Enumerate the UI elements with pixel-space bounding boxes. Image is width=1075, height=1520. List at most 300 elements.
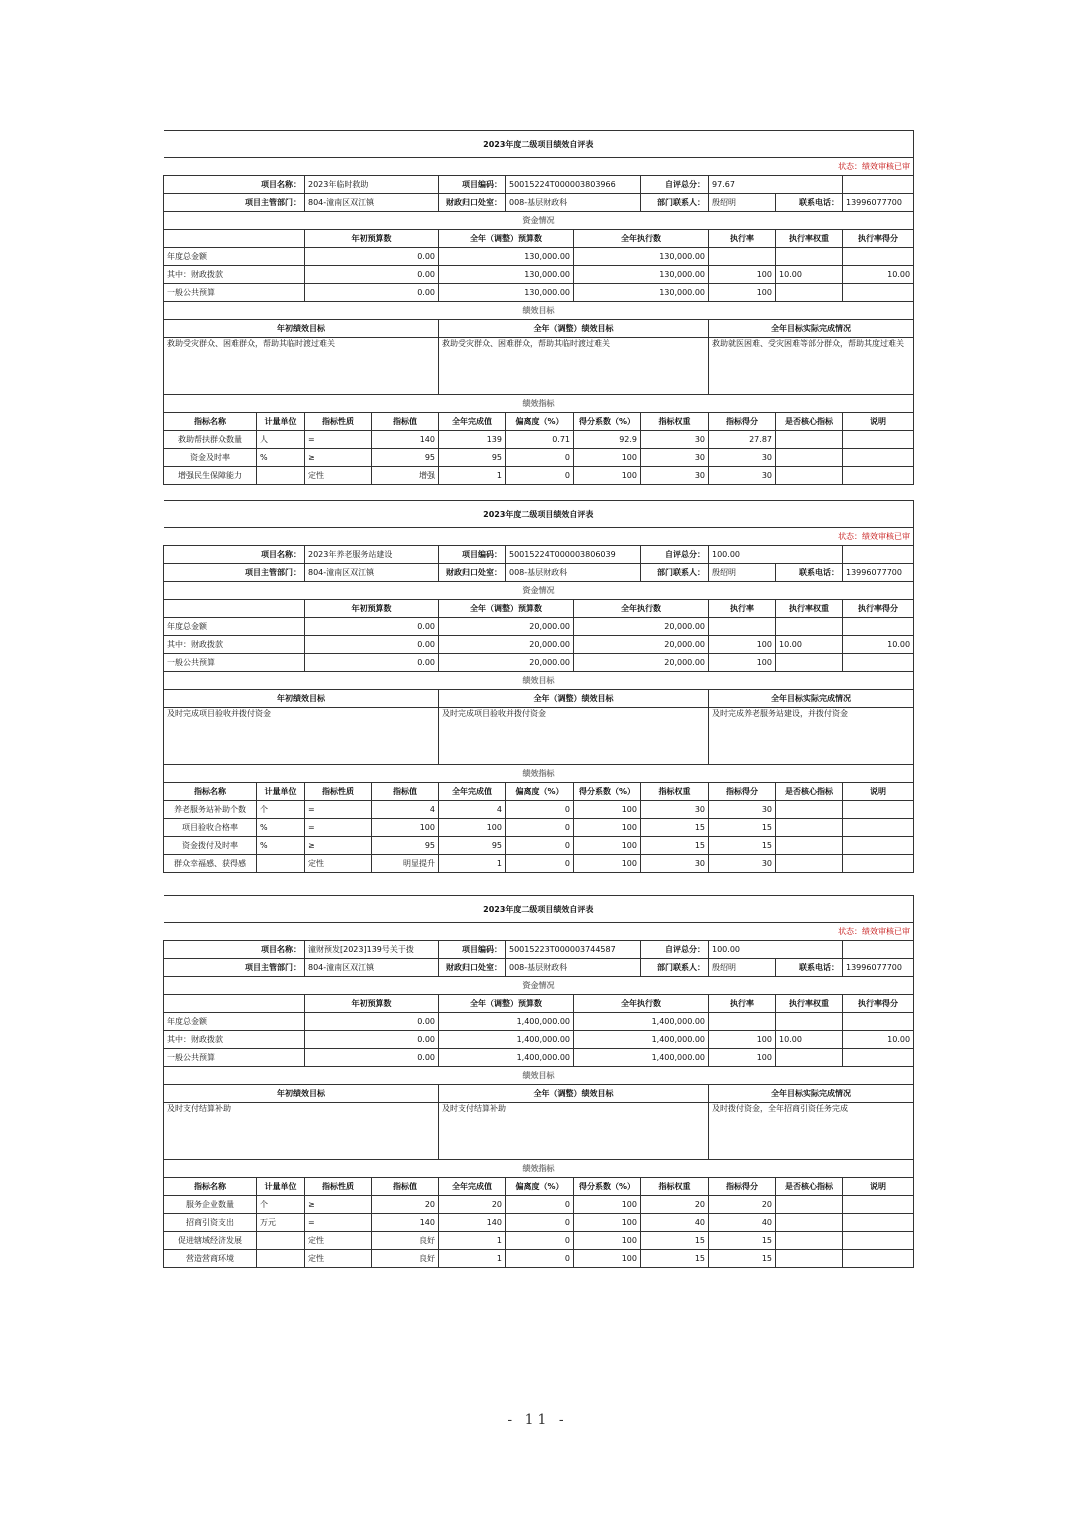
project-code-value: 50015224T000003806039	[506, 546, 641, 564]
funds-row	[164, 1049, 914, 1067]
indicator-cell: 15	[641, 819, 709, 837]
section-row	[164, 1160, 914, 1178]
status-row	[164, 528, 914, 546]
indicator-cell	[776, 449, 843, 467]
goal-header: 年初绩效目标	[164, 690, 439, 708]
funds-cell	[843, 1049, 914, 1067]
indicator-cell: 促进辖域经济发展	[164, 1232, 257, 1250]
funds-cell: 0.00	[305, 1049, 439, 1067]
indicator-cell: 30	[641, 855, 709, 873]
funds-cell	[776, 618, 843, 636]
indicator-cell: 救助帮扶群众数量	[164, 431, 257, 449]
goal-row	[164, 338, 914, 395]
goal-header: 全年目标实际完成情况	[709, 1085, 914, 1103]
indicator-cell	[843, 837, 914, 855]
indicator-cell: 30	[641, 467, 709, 485]
indicator-cell: ≥	[305, 837, 372, 855]
funds-cell	[776, 1013, 843, 1031]
indicator-header: 说明	[843, 783, 914, 801]
indicator-cell: 0	[506, 801, 574, 819]
evaluation-table	[163, 500, 914, 873]
funds-cell	[776, 284, 843, 302]
project-name-value: 潼财预发[2023]139号关于拨	[305, 941, 439, 959]
phone-label: 联系电话：	[776, 959, 843, 977]
funds-header: 执行率	[709, 230, 776, 248]
funds-cell: 0.00	[305, 284, 439, 302]
indicator-cell: %	[257, 819, 305, 837]
finance-office-value: 008-基层财政科	[506, 564, 641, 582]
goal-header: 全年（调整）绩效目标	[439, 1085, 709, 1103]
indicator-section-header: 绩效指标	[164, 765, 914, 783]
funds-cell: 10.00	[843, 266, 914, 284]
indicator-header: 计量单位	[257, 413, 305, 431]
goal-text: 及时完成项目验收并拨付资金	[439, 708, 709, 765]
indicator-cell: 个	[257, 801, 305, 819]
indicator-cell: 项目验收合格率	[164, 819, 257, 837]
page-number: - 11 -	[507, 1412, 568, 1428]
indicator-header: 指标得分	[709, 1178, 776, 1196]
contact-value: 殷绍明	[709, 959, 776, 977]
project-name-value: 2023年临时救助	[305, 176, 439, 194]
status-row	[164, 158, 914, 176]
indicator-header: 指标权重	[641, 1178, 709, 1196]
indicator-cell: 100	[574, 837, 641, 855]
indicator-cell: 定性	[305, 855, 372, 873]
indicator-cell: 定性	[305, 1232, 372, 1250]
goal-text: 救助受灾群众、困难群众，帮助其临时渡过难关	[439, 338, 709, 395]
goal-header: 全年目标实际完成情况	[709, 320, 914, 338]
funds-cell: 100	[709, 636, 776, 654]
indicator-cell	[843, 801, 914, 819]
indicator-cell: 增强民生保障能力	[164, 467, 257, 485]
indicator-header: 得分系数（%）	[574, 1178, 641, 1196]
goal-header: 全年（调整）绩效目标	[439, 690, 709, 708]
indicator-row	[164, 801, 914, 819]
funds-cell: 1,400,000.00	[574, 1049, 709, 1067]
goal-section-header: 绩效目标	[164, 672, 914, 690]
indicator-cell: 100	[574, 1196, 641, 1214]
indicator-cell: 30	[641, 449, 709, 467]
indicator-header: 说明	[843, 413, 914, 431]
funds-cell: 130,000.00	[439, 284, 574, 302]
indicator-header: 指标得分	[709, 783, 776, 801]
indicator-cell: 30	[641, 801, 709, 819]
phone-value: 13996077700	[843, 959, 914, 977]
goal-text: 救助受灾群众、困难群众，帮助其临时渡过难关	[164, 338, 439, 395]
funds-row	[164, 618, 914, 636]
info-row	[164, 546, 914, 564]
dept-value: 804-潼南区双江镇	[305, 564, 439, 582]
indicator-cell: 增强	[372, 467, 439, 485]
indicator-cell	[776, 1196, 843, 1214]
section-row	[164, 302, 914, 320]
funds-row-label: 其中：财政拨款	[164, 636, 305, 654]
indicator-cell: 0	[506, 449, 574, 467]
indicator-cell	[257, 855, 305, 873]
indicator-cell: ≥	[305, 449, 372, 467]
goal-header-row	[164, 320, 914, 338]
empty-cell	[843, 941, 914, 959]
goal-header-row	[164, 1085, 914, 1103]
indicator-cell	[776, 819, 843, 837]
goal-header: 年初绩效目标	[164, 320, 439, 338]
indicator-cell: 资金及时率	[164, 449, 257, 467]
indicator-cell: 定性	[305, 467, 372, 485]
funds-header: 年初预算数	[305, 230, 439, 248]
funds-cell: 20,000.00	[574, 636, 709, 654]
indicator-cell: 140	[439, 1214, 506, 1232]
funds-row	[164, 248, 914, 266]
funds-header: 执行率权重	[776, 600, 843, 618]
funds-cell	[776, 1049, 843, 1067]
indicator-cell	[843, 1214, 914, 1232]
indicator-cell: 0	[506, 1250, 574, 1268]
empty-cell	[843, 546, 914, 564]
indicator-cell: 27.87	[709, 431, 776, 449]
indicator-header-row	[164, 783, 914, 801]
indicator-header: 得分系数（%）	[574, 413, 641, 431]
indicator-cell	[843, 819, 914, 837]
indicator-cell: 139	[439, 431, 506, 449]
indicator-header: 计量单位	[257, 1178, 305, 1196]
section-row	[164, 212, 914, 230]
indicator-cell: 100	[574, 449, 641, 467]
funds-cell: 130,000.00	[439, 248, 574, 266]
info-row	[164, 564, 914, 582]
funds-cell: 100	[709, 266, 776, 284]
funds-cell: 20,000.00	[439, 636, 574, 654]
funds-row	[164, 1013, 914, 1031]
funds-row-label: 其中：财政拨款	[164, 266, 305, 284]
indicator-cell: 营造营商环境	[164, 1250, 257, 1268]
info-row	[164, 194, 914, 212]
funds-cell: 130,000.00	[574, 284, 709, 302]
indicator-cell: 0	[506, 1232, 574, 1250]
indicator-cell: 人	[257, 431, 305, 449]
indicator-cell	[843, 431, 914, 449]
indicator-cell: 30	[641, 431, 709, 449]
contact-value: 殷绍明	[709, 194, 776, 212]
funds-header-row	[164, 600, 914, 618]
funds-row	[164, 284, 914, 302]
indicator-header: 是否核心指标	[776, 1178, 843, 1196]
indicator-cell	[776, 1232, 843, 1250]
goal-text: 及时完成项目验收并拨付资金	[164, 708, 439, 765]
funds-cell	[776, 654, 843, 672]
indicator-cell: 95	[372, 837, 439, 855]
indicator-header: 指标性质	[305, 783, 372, 801]
project-code-label: 项目编码：	[439, 176, 506, 194]
indicator-cell: 140	[372, 1214, 439, 1232]
indicator-cell	[776, 1250, 843, 1268]
indicator-header: 指标性质	[305, 1178, 372, 1196]
indicator-cell	[776, 1214, 843, 1232]
goal-row	[164, 1103, 914, 1160]
contact-label: 部门联系人：	[641, 194, 709, 212]
indicator-row	[164, 467, 914, 485]
title-row	[164, 131, 914, 158]
indicator-header: 指标名称	[164, 1178, 257, 1196]
section-row	[164, 765, 914, 783]
indicator-header: 指标名称	[164, 413, 257, 431]
funds-cell: 100	[709, 1049, 776, 1067]
indicator-cell: 30	[709, 855, 776, 873]
status-label: 状态：绩效审核已审	[164, 528, 914, 546]
funds-cell: 0.00	[305, 654, 439, 672]
funds-cell: 10.00	[843, 1031, 914, 1049]
indicator-cell: 15	[709, 837, 776, 855]
indicator-cell	[843, 1232, 914, 1250]
indicator-cell: 20	[372, 1196, 439, 1214]
funds-row-label: 一般公共预算	[164, 654, 305, 672]
funds-cell	[843, 248, 914, 266]
indicator-header: 得分系数（%）	[574, 783, 641, 801]
info-row	[164, 959, 914, 977]
indicator-cell: 100	[574, 1232, 641, 1250]
funds-cell: 0.00	[305, 618, 439, 636]
indicator-cell: 4	[439, 801, 506, 819]
indicator-cell: 1	[439, 855, 506, 873]
info-row	[164, 941, 914, 959]
funds-row-label: 年度总金额	[164, 1013, 305, 1031]
indicator-cell	[776, 801, 843, 819]
indicator-cell: 0.71	[506, 431, 574, 449]
phone-value: 13996077700	[843, 194, 914, 212]
indicator-header: 指标值	[372, 1178, 439, 1196]
funds-row-label: 年度总金额	[164, 618, 305, 636]
funds-cell: 0.00	[305, 248, 439, 266]
indicator-header: 指标权重	[641, 783, 709, 801]
indicator-cell: 100	[574, 1214, 641, 1232]
goal-text: 救助就医困难、受灾困难等部分群众，帮助其度过难关	[709, 338, 914, 395]
funds-header-row	[164, 230, 914, 248]
funds-row	[164, 266, 914, 284]
funds-header: 年初预算数	[305, 600, 439, 618]
funds-cell	[843, 284, 914, 302]
indicator-cell: 140	[372, 431, 439, 449]
indicator-cell: 95	[439, 449, 506, 467]
funds-cell	[709, 248, 776, 266]
goal-section-header: 绩效目标	[164, 1067, 914, 1085]
indicator-row	[164, 837, 914, 855]
indicator-cell: 95	[439, 837, 506, 855]
funds-cell: 1,400,000.00	[439, 1031, 574, 1049]
funds-section-header: 资金情况	[164, 212, 914, 230]
project-name-label: 项目名称：	[164, 546, 305, 564]
funds-cell: 100	[709, 654, 776, 672]
funds-cell	[843, 618, 914, 636]
indicator-cell	[843, 467, 914, 485]
indicator-cell: 100	[372, 819, 439, 837]
indicator-header: 指标权重	[641, 413, 709, 431]
goal-section-header: 绩效目标	[164, 302, 914, 320]
indicator-header: 全年完成值	[439, 1178, 506, 1196]
section-row	[164, 1067, 914, 1085]
indicator-cell: 20	[439, 1196, 506, 1214]
indicator-header: 偏离度（%）	[506, 1178, 574, 1196]
funds-header: 执行率权重	[776, 230, 843, 248]
funds-cell: 130,000.00	[574, 266, 709, 284]
indicator-cell: 30	[709, 449, 776, 467]
indicator-cell: 个	[257, 1196, 305, 1214]
funds-header: 执行率得分	[843, 995, 914, 1013]
indicator-cell: 群众幸福感、获得感	[164, 855, 257, 873]
phone-label: 联系电话：	[776, 194, 843, 212]
evaluation-form	[163, 500, 913, 873]
indicator-row	[164, 1214, 914, 1232]
indicator-cell: 100	[574, 855, 641, 873]
goal-text: 及时拨付资金，全年招商引资任务完成	[709, 1103, 914, 1160]
self-score-label: 自评总分：	[641, 176, 709, 194]
indicator-cell	[776, 431, 843, 449]
empty-cell	[164, 230, 305, 248]
dept-value: 804-潼南区双江镇	[305, 959, 439, 977]
project-code-label: 项目编码：	[439, 941, 506, 959]
indicator-header: 指标性质	[305, 413, 372, 431]
indicator-cell: 30	[709, 801, 776, 819]
info-row	[164, 176, 914, 194]
title-row	[164, 501, 914, 528]
funds-cell: 0.00	[305, 1013, 439, 1031]
indicator-cell: 定性	[305, 1250, 372, 1268]
funds-cell: 20,000.00	[439, 618, 574, 636]
indicator-cell	[776, 467, 843, 485]
indicator-cell: 1	[439, 1232, 506, 1250]
indicator-cell: 资金拨付及时率	[164, 837, 257, 855]
evaluation-form	[163, 130, 913, 485]
project-code-value: 50015223T000003744587	[506, 941, 641, 959]
goal-header: 全年目标实际完成情况	[709, 690, 914, 708]
dept-value: 804-潼南区双江镇	[305, 194, 439, 212]
indicator-cell	[257, 1232, 305, 1250]
funds-header: 全年（调整）预算数	[439, 995, 574, 1013]
indicator-header: 说明	[843, 1178, 914, 1196]
indicator-cell: 100	[574, 819, 641, 837]
indicator-cell: %	[257, 837, 305, 855]
indicator-cell	[776, 855, 843, 873]
indicator-row	[164, 431, 914, 449]
contact-label: 部门联系人：	[641, 959, 709, 977]
funds-row	[164, 636, 914, 654]
funds-cell: 10.00	[776, 266, 843, 284]
goal-row	[164, 708, 914, 765]
indicator-header: 全年完成值	[439, 783, 506, 801]
indicator-cell: 0	[506, 1196, 574, 1214]
indicator-cell: ≥	[305, 1196, 372, 1214]
funds-row-label: 年度总金额	[164, 248, 305, 266]
dept-label: 项目主管部门：	[164, 194, 305, 212]
funds-cell	[709, 1013, 776, 1031]
self-score-value: 97.67	[709, 176, 843, 194]
project-name-label: 项目名称：	[164, 176, 305, 194]
goal-text: 及时支付结算补助	[439, 1103, 709, 1160]
evaluation-table	[163, 130, 914, 485]
indicator-cell	[843, 1250, 914, 1268]
indicator-cell	[257, 1250, 305, 1268]
funds-header: 执行率	[709, 995, 776, 1013]
indicator-cell: 30	[709, 467, 776, 485]
indicator-header: 计量单位	[257, 783, 305, 801]
funds-header-row	[164, 995, 914, 1013]
funds-cell: 20,000.00	[574, 654, 709, 672]
goal-header: 年初绩效目标	[164, 1085, 439, 1103]
indicator-header: 指标值	[372, 783, 439, 801]
indicator-row	[164, 855, 914, 873]
indicator-cell: 15	[709, 819, 776, 837]
funds-header: 执行率得分	[843, 230, 914, 248]
project-code-value: 50015224T000003803966	[506, 176, 641, 194]
section-row	[164, 395, 914, 413]
phone-label: 联系电话：	[776, 564, 843, 582]
indicator-cell	[257, 467, 305, 485]
indicator-cell	[843, 449, 914, 467]
form-title: 2023年度二级项目绩效自评表	[164, 501, 914, 528]
indicator-cell: 良好	[372, 1232, 439, 1250]
indicator-cell: 20	[709, 1196, 776, 1214]
indicator-cell: =	[305, 819, 372, 837]
indicator-cell	[843, 855, 914, 873]
indicator-header: 是否核心指标	[776, 783, 843, 801]
finance-office-value: 008-基层财政科	[506, 194, 641, 212]
empty-cell	[164, 600, 305, 618]
self-score-label: 自评总分：	[641, 546, 709, 564]
funds-header: 全年（调整）预算数	[439, 600, 574, 618]
funds-cell: 100	[709, 284, 776, 302]
indicator-cell: 15	[641, 1232, 709, 1250]
indicator-cell: =	[305, 431, 372, 449]
funds-cell	[709, 618, 776, 636]
funds-cell: 0.00	[305, 636, 439, 654]
funds-row-label: 其中：财政拨款	[164, 1031, 305, 1049]
self-score-value: 100.00	[709, 546, 843, 564]
indicator-header: 指标名称	[164, 783, 257, 801]
goal-header: 全年（调整）绩效目标	[439, 320, 709, 338]
funds-section-header: 资金情况	[164, 582, 914, 600]
indicator-header: 偏离度（%）	[506, 783, 574, 801]
indicator-cell: 15	[641, 1250, 709, 1268]
indicator-cell: 0	[506, 467, 574, 485]
indicator-row	[164, 819, 914, 837]
funds-row	[164, 1031, 914, 1049]
self-score-label: 自评总分：	[641, 941, 709, 959]
empty-cell	[843, 176, 914, 194]
indicator-row	[164, 1232, 914, 1250]
section-row	[164, 977, 914, 995]
funds-cell: 10.00	[776, 636, 843, 654]
indicator-cell: 20	[641, 1196, 709, 1214]
indicator-cell: 0	[506, 855, 574, 873]
funds-cell	[843, 1013, 914, 1031]
funds-header: 执行率权重	[776, 995, 843, 1013]
indicator-header-row	[164, 413, 914, 431]
indicator-header: 全年完成值	[439, 413, 506, 431]
funds-cell: 1,400,000.00	[439, 1049, 574, 1067]
finance-office-label: 财政归口处室：	[439, 959, 506, 977]
indicator-cell: 养老服务站补助个数	[164, 801, 257, 819]
indicator-header: 是否核心指标	[776, 413, 843, 431]
status-label: 状态：绩效审核已审	[164, 158, 914, 176]
funds-header: 执行率得分	[843, 600, 914, 618]
indicator-cell: 1	[439, 467, 506, 485]
indicator-cell: =	[305, 801, 372, 819]
indicator-header: 指标得分	[709, 413, 776, 431]
funds-cell: 20,000.00	[439, 654, 574, 672]
indicator-section-header: 绩效指标	[164, 395, 914, 413]
contact-label: 部门联系人：	[641, 564, 709, 582]
funds-cell	[776, 248, 843, 266]
funds-header: 年初预算数	[305, 995, 439, 1013]
funds-row-label: 一般公共预算	[164, 284, 305, 302]
